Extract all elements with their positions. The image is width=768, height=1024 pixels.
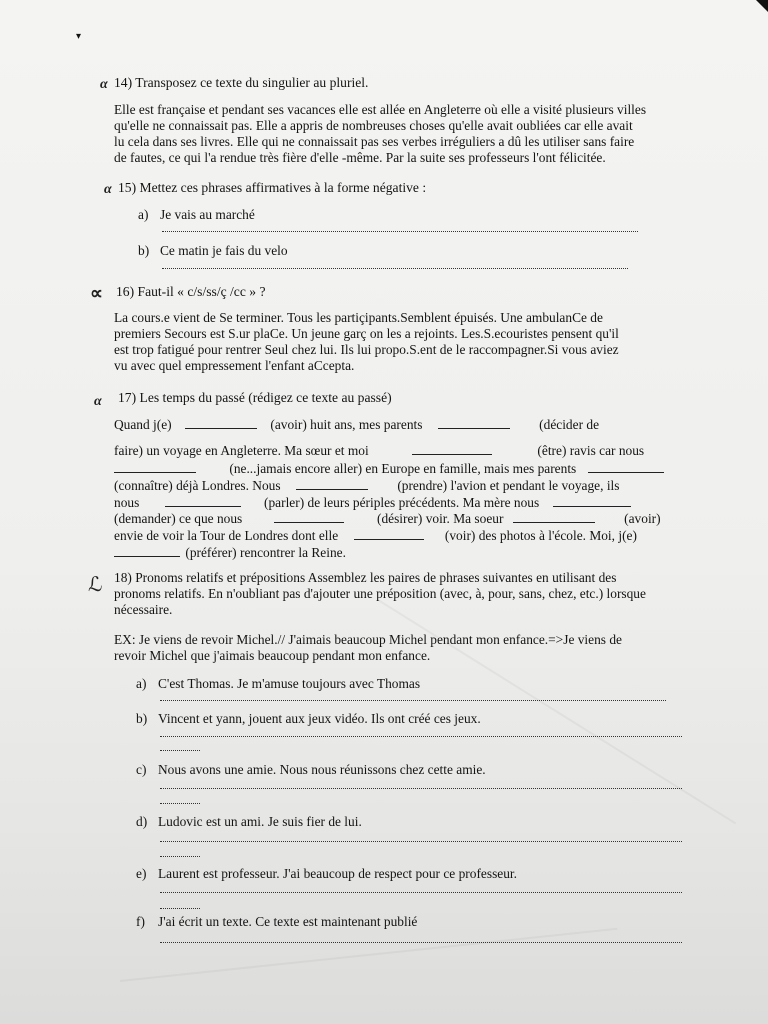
- text-line: Quand j(e) (avoir) huit ans, mes parents (décider de: [114, 417, 600, 432]
- answer-line[interactable]: [162, 231, 638, 232]
- blank-field[interactable]: [438, 416, 510, 429]
- text-line: vu avec quel empressement l'enfant aCcepta.: [114, 358, 355, 373]
- exercise-item: [136, 676, 420, 692]
- item-text: Ludovic est un ami. Je suis fier de lui.: [158, 814, 362, 829]
- exercise-title: 15) Mettez ces phrases affirmatives à la forme négative :: [118, 180, 427, 195]
- item-text: Vincent et yann, jouent aux jeux vidéo. Ils ont créé ces jeux.: [158, 711, 481, 726]
- item-letter: e): [136, 866, 147, 881]
- exercise-text: [114, 102, 674, 166]
- answer-line[interactable]: [160, 700, 666, 701]
- text-line: La cours.e vient de Se terminer. Tous les partiçipants.Semblent épuisés. Une ambulanCe de: [114, 310, 603, 325]
- item-text: Je vais au marché: [160, 207, 255, 222]
- blank-field[interactable]: [296, 477, 368, 490]
- item-letter: c): [136, 762, 147, 777]
- text-line: faire) un voyage en Angleterre. Ma sœur et moi (être) ravis car nous: [114, 443, 645, 458]
- text-line: nous (parler) de leurs périples précédents. Ma mère nous: [114, 494, 631, 511]
- text-line: qu'elle ne connaissait pas. Elle a appris de nombreuses choses qu'elle avait oubliées car elle avait: [114, 118, 633, 133]
- exercise-item: [138, 243, 288, 259]
- handwritten-mark: ℒ: [88, 574, 103, 596]
- exercise-item: [138, 207, 255, 223]
- ink-speck: ▾: [76, 31, 82, 42]
- blank-field[interactable]: [274, 510, 344, 523]
- blank-field[interactable]: [513, 510, 595, 523]
- text-line: (préférer) rencontrer la Reine.: [114, 544, 346, 561]
- handwritten-mark: α: [100, 77, 108, 92]
- handwritten-mark: α: [94, 394, 102, 409]
- blank-field[interactable]: [165, 494, 241, 507]
- text-line: lu cela dans ses livres. Elle qui ne connaissait pas ses verbes irréguliers a dû les utiliser sans faire: [114, 134, 635, 149]
- text-line: (demander) ce que nous (désirer) voir. Ma soeur (avoir): [114, 511, 661, 526]
- answer-line-continuation[interactable]: [160, 908, 200, 909]
- blank-field[interactable]: [412, 442, 492, 455]
- blank-field[interactable]: [553, 494, 631, 507]
- text-line: (connaître) déjà Londres. Nous (prendre) l'avion et pendant le voyage, ils: [114, 478, 620, 493]
- item-letter: d): [136, 814, 148, 829]
- item-text: Ce matin je fais du velo: [160, 243, 288, 258]
- exercise-item: [136, 866, 517, 882]
- item-text: Nous avons une amie. Nous nous réunissons chez cette amie.: [158, 762, 486, 777]
- exercise-title: 16) Faut-il « c/s/ss/ç /cc » ?: [116, 284, 266, 299]
- handwritten-mark: ∝: [90, 283, 103, 303]
- text-line: est trop fatigué pour rentrer Seul chez lui. Ils lui propo.S.ent de le raccompagner.Si vous aviez: [114, 342, 619, 357]
- exercise-item: [136, 814, 362, 830]
- answer-line[interactable]: [160, 841, 682, 842]
- exercise-item: [136, 914, 417, 930]
- text-line: (ne...jamais encore aller) en Europe en famille, mais mes parents: [114, 460, 664, 477]
- handwritten-mark: α: [104, 182, 112, 197]
- blank-field[interactable]: [354, 527, 424, 540]
- text-line: premiers Secours est S.ur plaCe. Un jeune garç on les a rejoints. Les.S.ecouristes pensent qu'il: [114, 326, 619, 341]
- item-letter: b): [138, 243, 150, 258]
- answer-line[interactable]: [160, 892, 682, 893]
- item-text: C'est Thomas. Je m'amuse toujours avec Thomas: [158, 676, 421, 691]
- exercise-title: 17) Les temps du passé (rédigez ce texte au passé): [118, 390, 392, 405]
- example-text: [114, 632, 694, 664]
- answer-line[interactable]: [160, 942, 682, 943]
- exercise-item: [136, 711, 481, 727]
- exercise-item: [136, 762, 486, 778]
- item-letter: a): [136, 676, 147, 691]
- answer-line[interactable]: [160, 736, 682, 737]
- answer-line-continuation[interactable]: [160, 803, 200, 804]
- text-line: 18) Pronoms relatifs et prépositions Assemblez les paires de phrases suivantes en utilisant des: [114, 570, 617, 585]
- exercise-title: [114, 570, 694, 618]
- text-line: envie de voir la Tour de Londres dont elle (voir) des photos à l'école. Moi, j(e): [114, 528, 637, 543]
- text-line: Elle est française et pendant ses vacances elle est allée en Angleterre où elle a visité plusieurs villes: [114, 102, 647, 117]
- answer-line-continuation[interactable]: [160, 750, 200, 751]
- blank-field[interactable]: [588, 460, 664, 473]
- text-line: EX: Je viens de revoir Michel.// J'aimais beaucoup Michel pendant mon enfance.=>Je viens de: [114, 632, 622, 647]
- answer-line-continuation[interactable]: [160, 856, 200, 857]
- exercise-text: [114, 310, 684, 374]
- page-corner: [756, 0, 768, 12]
- item-letter: b): [136, 711, 148, 726]
- item-letter: a): [138, 207, 149, 222]
- paper-crease: [120, 928, 617, 982]
- blank-field[interactable]: [185, 416, 257, 429]
- text-line: pronoms relatifs. En n'oubliant pas d'ajouter une préposition (avec, à, pour, sans, chez, etc.) lorsque: [114, 586, 646, 601]
- blank-field[interactable]: [114, 460, 196, 473]
- item-text: Laurent est professeur. J'ai beaucoup de respect pour ce professeur.: [158, 866, 517, 881]
- text-line: de fautes, ce qui l'a rendue très fière d'elle -même. Par la suite ses professeurs l'ont félicitée.: [114, 150, 606, 165]
- answer-line[interactable]: [162, 268, 628, 269]
- blank-field[interactable]: [114, 544, 180, 557]
- text-line: nécessaire.: [114, 602, 173, 617]
- text-line: revoir Michel que j'aimais beaucoup pendant mon enfance.: [114, 648, 431, 663]
- item-text: J'ai écrit un texte. Ce texte est maintenant publié: [158, 914, 418, 929]
- answer-line[interactable]: [160, 788, 682, 789]
- item-letter: f): [136, 914, 145, 929]
- exercise-title: 14) Transposez ce texte du singulier au pluriel.: [114, 75, 369, 90]
